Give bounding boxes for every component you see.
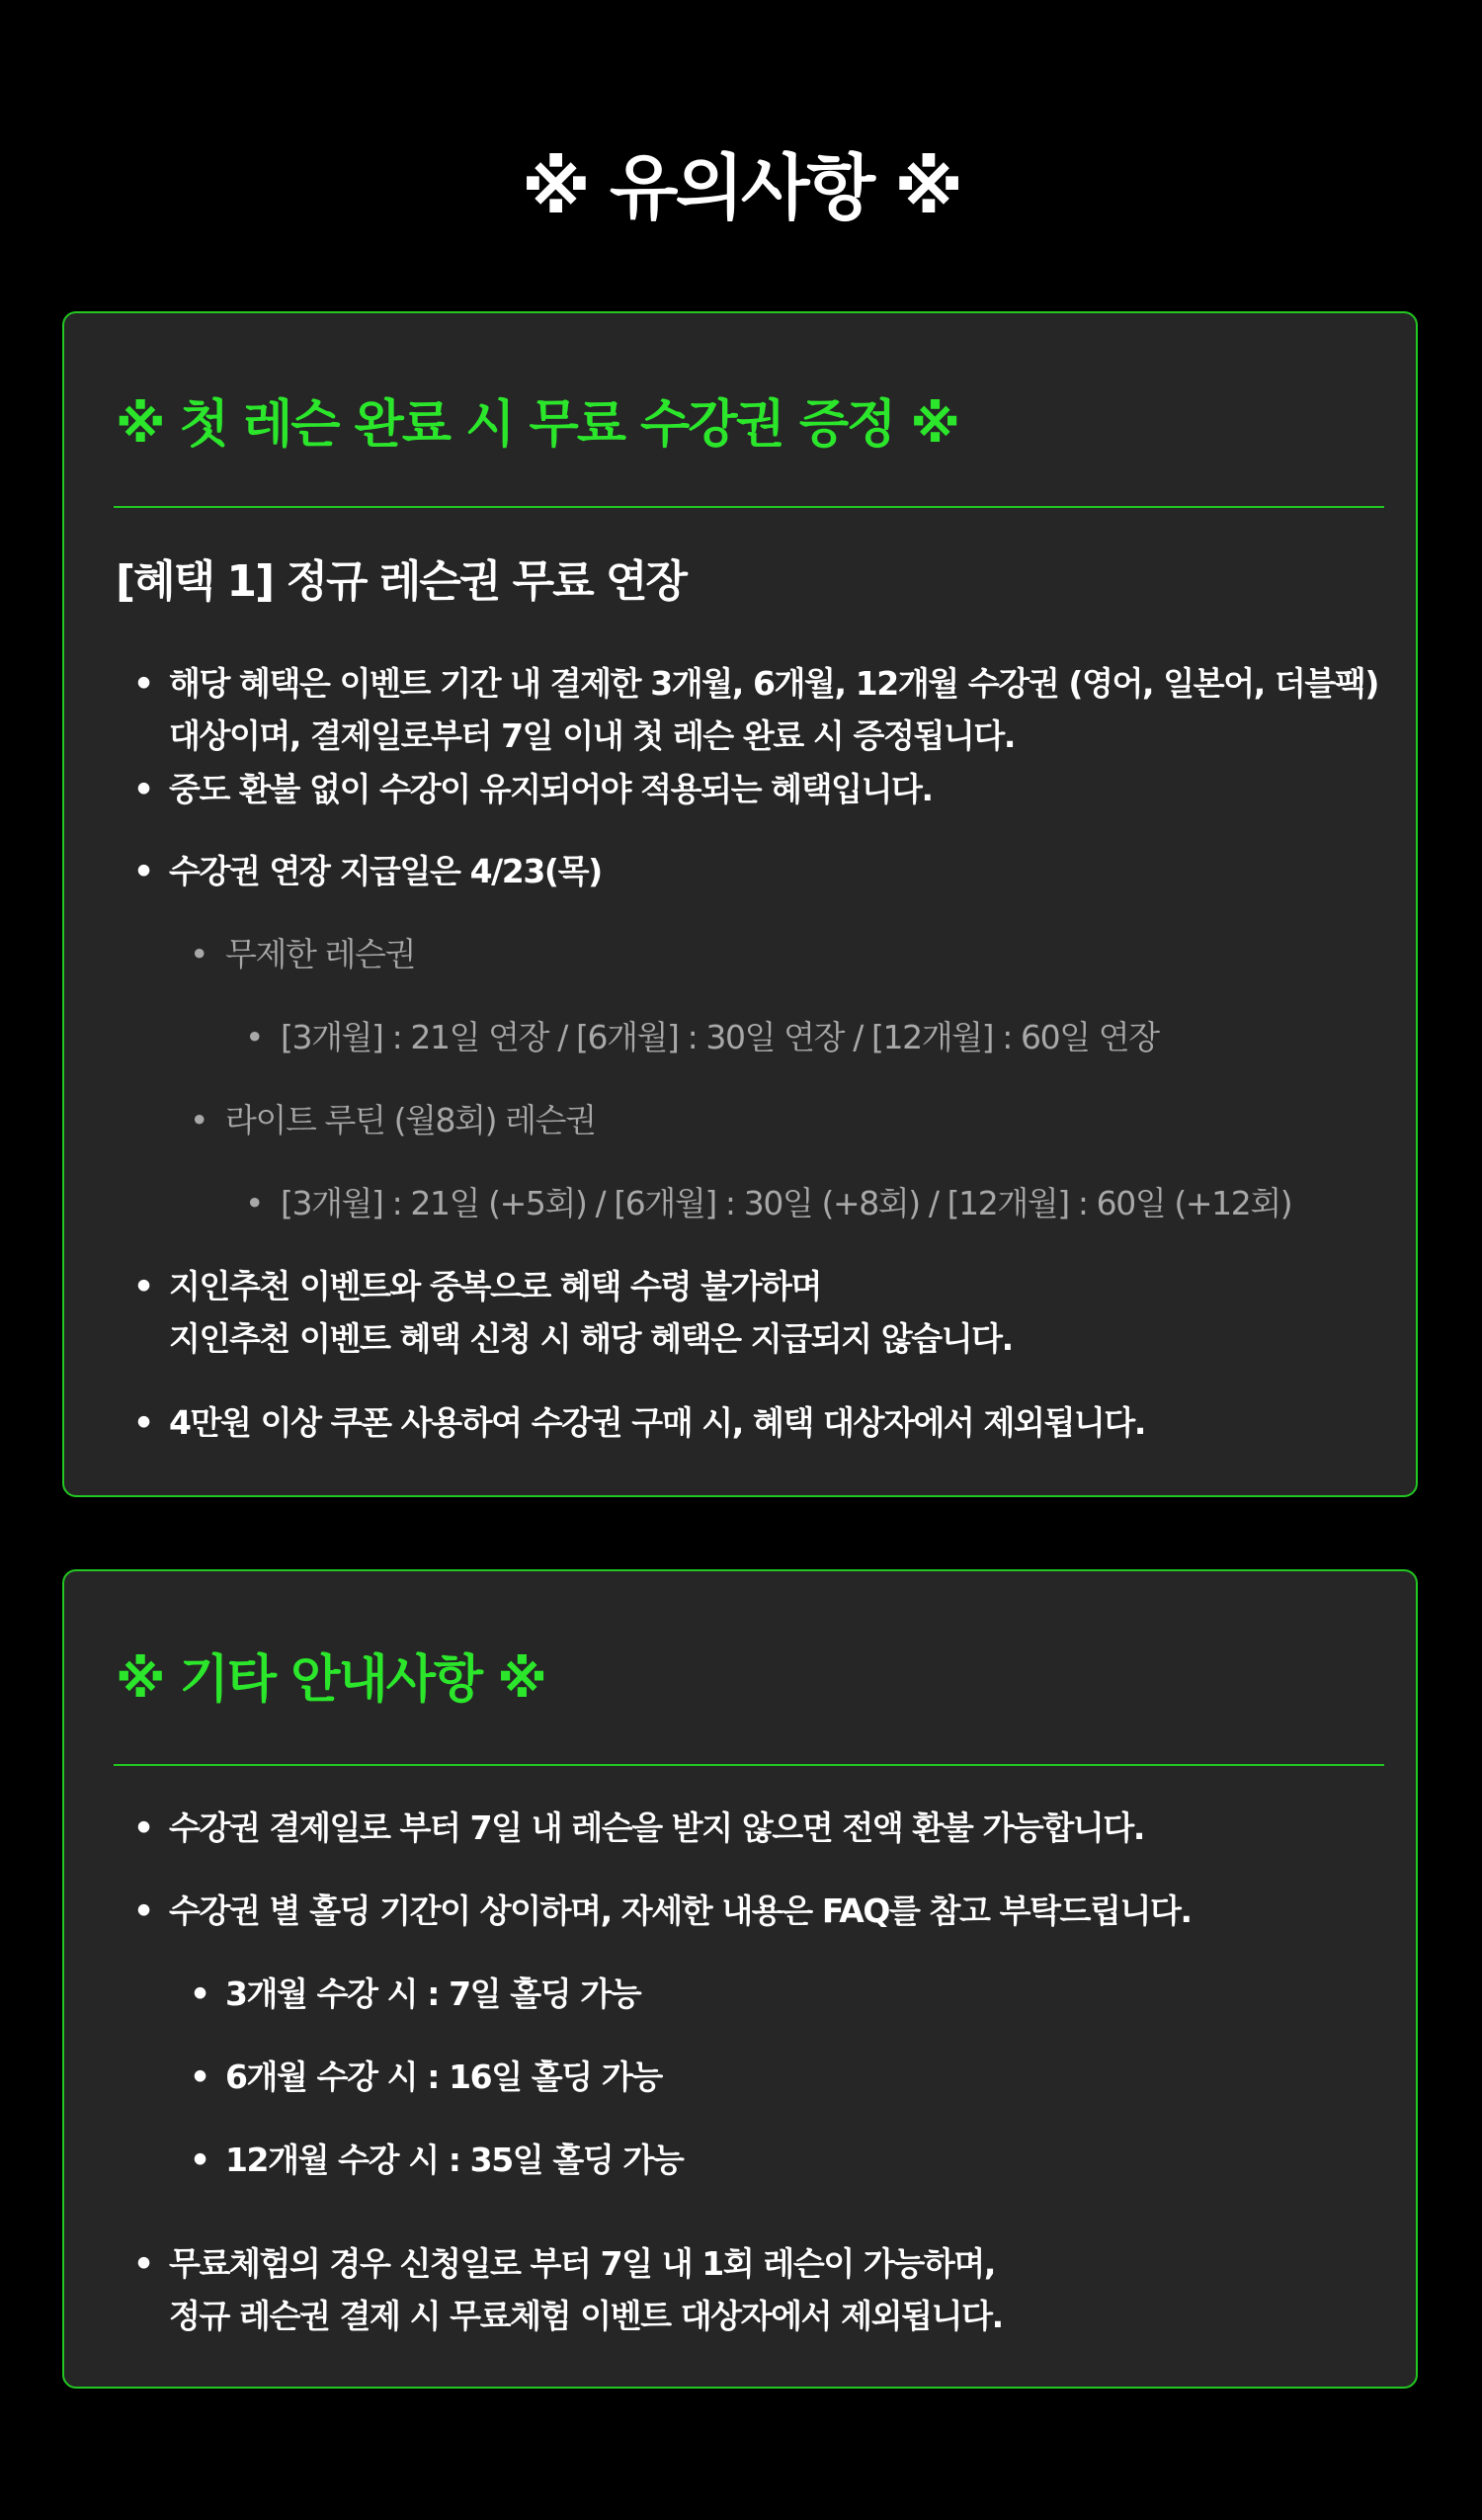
bullet-icon: •: [190, 1101, 208, 1139]
page-title: ※ 유의사항 ※: [521, 146, 961, 229]
bullet-icon: •: [190, 1974, 209, 2013]
bullet-icon: •: [133, 1403, 153, 1442]
bullet-icon: •: [133, 1267, 153, 1305]
card-title: ※ 기타 안내사항 ※: [116, 1650, 545, 1710]
bullet-icon: •: [133, 852, 153, 890]
divider: [114, 506, 1384, 508]
card-title: ※ 첫 레슨 완료 시 무료 수강권 증정 ※: [116, 395, 958, 455]
other-info-card: ※ 기타 안내사항 ※ • 수강권 결제일로 부터 7일 내 레슨을 받지 않으면 전액 환불 가능합니다. • 수강권 별 홀딩 기간이 상이하며, 자세한 내용은 FAQ를 참고 부탁드립니다. • 3개월 수강 시 : 7일 홀딩 가능 • 6개월 수강 시 : 16일 홀딩 가능 • 12개월 수강 시 : 35일 홀딩 가능 • 무료체험의 경우 신청일로 부터 7일 내 1회 레슨이 가능하며, 정규 레슨권 결제 시 무료체험 이벤트 대상자에서 제외됩니다.: [62, 1569, 1418, 2389]
bullet-icon: •: [133, 2244, 153, 2283]
divider: [114, 1764, 1384, 1766]
bullet-icon: •: [133, 770, 153, 808]
bullet-icon: •: [133, 1808, 153, 1847]
bullet-icon: •: [245, 1018, 264, 1056]
bullet-icon: •: [190, 2058, 209, 2096]
bullet-icon: •: [190, 2141, 209, 2179]
section-title: [혜택 1] 정규 레슨권 무료 연장: [116, 556, 686, 607]
bullet-icon: •: [190, 935, 208, 973]
bullet-icon: •: [133, 664, 153, 703]
bullet-icon: •: [133, 1891, 153, 1930]
benefit-notice-card: ※ 첫 레슨 완료 시 무료 수강권 증정 ※ [혜택 1] 정규 레슨권 무료 연장 • 해당 혜택은 이벤트 기간 내 결제한 3개월, 6개월, 12개월 수강권 (영어, 일본어, 더블팩) 대상이며, 결제일로부터 7일 이내 첫 레슨 완료 시 증정됩니다. • 중도 환불 없이 수강이 유지되어야 적용되는 혜택입니다. • 수강권 연장 지급일은 4/23(목) • 무제한 레슨권 • [3개월] : 21일 연장 / [6개월] : 30일 연장 / [12개월] : 60일 연장 • 라이트 루틴 (월8회) 레슨권 • [3개월] : 21일 (+5회) / [6개월] : 30일 (+8회) / [12개월] : 60일 (+12회) • 지인추천 이벤트와 중복으로 혜택 수령 불가하며 지인추천 이벤트 혜택 신청 시 해당 혜택은 지급되지 않습니다. • 4만원 이상 쿠폰 사용하여 수강권 구매 시, 혜택 대상자에서 제외됩니다.: [62, 311, 1418, 1497]
bullet-icon: •: [245, 1184, 264, 1222]
